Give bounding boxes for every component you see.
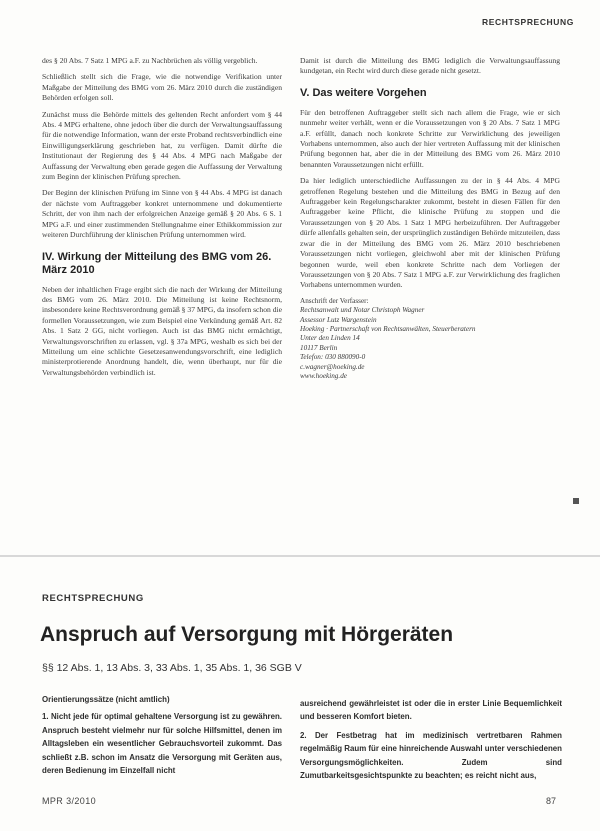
paragraph: Schließlich stellt sich die Frage, wie die notwendige Verifikation unter Maßgabe der Mitteilung des BMG vom 26. März 2010 durch die zuständigen Behörden erfolgen soll. — [42, 72, 282, 103]
address-website: www.hoeking.de — [300, 371, 347, 380]
address-line: Unter den Linden 14 — [300, 334, 360, 343]
paragraph: Neben der inhaltlichen Frage ergibt sich die nach der Wirkung der Mitteilung des BMG vom 26. März 2010. Die Mitteilung ist keine Rechtsnorm, insbesondere keine Rechtsverordnung gemäß § 37 MPG, da insofern schon die formellen Voraussetzungen, wie zum Beispiel eine Verkündung gemäß Art. 82 Abs. 1 Satz 2 GG, nicht vorliegen. Auch ist das BMG nicht ermächtigt, Verwaltungsvorschriften zu erlassen, vgl. § 37a MPG, weshalb es sich bei der Mitteilung um eine schlichte Gesetzesanwendungsvorschrift, eine lediglich ministerprotierende Anordnung handelt, die, wenn überhaupt, nur für die Verwaltungsbehörden verbindlich ist. — [42, 284, 282, 377]
paragraph: Zunächst muss die Behörde mittels des geltenden Recht anfordert vom § 44 Abs. 4 MPG erhaltene, ohne jedoch über die durch der Verwaltungsauffassung für die notwendige Information, wann der erste Proband rechtsverbindlich eine Einwilligungserklärung geschrieben hat, zu verfügen. Damit dürfte die Institutionaut der Regierung des § 44 Abs. 4 MPG nach Maßgabe der Auffassung der Verwaltung eben gerade gegen die Auffassung der Verwaltung zum Beginn der klinischen Prüfung sprechen. — [42, 109, 282, 182]
article-title: Anspruch auf Versorgung mit Hörgeräten — [40, 623, 454, 646]
running-header: RECHTSPRECHUNG — [482, 17, 574, 27]
guideline-item: 1. Nicht jede für optimal gehaltene Versorgung ist zu gewähren. Anspruch besteht vielmehr nur für solche Hilfsmittel, denen im Alltagsleben ein wesentlicher Gebrauchsvorteil zukommt. Das schließt z.B. schon im Ansatz die Versorgung mit Geräten aus, deren Bedienung im Einzelfall nicht — [42, 712, 282, 776]
address-line: Telefon: 030 880090-0 — [300, 353, 366, 362]
guidelines-right-column — [300, 697, 562, 787]
address-line: Hoeking · Partnerschaft von Rechtsanwälten, Steuerberatern — [300, 324, 476, 333]
section-heading-iv: IV. Wirkung der Mitteilung des BMG vom 26. März 2010 — [42, 250, 272, 276]
address-email: c.wagner@hoeking.de — [300, 362, 365, 371]
page-number: 87 — [545, 796, 556, 806]
guideline-item: 2. Der Festbetrag hat im medizinisch vertretbaren Rahmen regelmäßig Raum für eine hinreichende Auswahl unter verschiedenen Versorgungsmöglichkeiten. Zudem sind Zumutbarkeitsgesichtspunkte zu beachten; es reicht nicht aus, — [300, 730, 562, 781]
address-line: 10117 Berlin — [300, 343, 338, 352]
guidelines-left-column — [42, 693, 282, 777]
guidelines-heading: Orientierungssätze (nicht amtlich) — [42, 695, 170, 704]
paragraph: Für den betroffenen Auftraggeber stellt sich nach allem die Frage, wie er sich nunmehr weiter verhält, wenn er die Voraussetzungen von § 20 Abs. 7 Satz 1 MPG a.F. erfüllt, danach noch konkrete Schritte zur Verwirklichung des jeweiligen Vorhabens unternommen, also auch der hier vertreten Auffassung mit der klinischen Prüfung begonnen hat, aber die in der Mitteilung des BMG vom 26. März 2010 benannten Voraussetzungen nicht erfüllt. — [300, 107, 560, 169]
section-label: RECHTSPRECHUNG — [42, 593, 144, 604]
journal-issue: MPR 3/2010 — [42, 796, 97, 806]
address-title: Anschrift der Verfasser: — [300, 296, 369, 305]
right-article-column — [300, 56, 560, 381]
guideline-item-continuation: ausreichend gewährleistet ist oder die in erster Linie Bequemlichkeit und besseren Komfort bieten. — [300, 699, 562, 722]
paragraph: Der Beginn der klinischen Prüfung im Sinne von § 44 Abs. 4 MPG ist danach der nächste vom Auftraggeber konkret unternommene und dokumentierte Schritt, der von ihm nach der erfolgreichen Anzeige gemäß § 20 Abs. 6 S. 1 MPG a.F. und einer zustimmenden Stellungnahme einer Ethikkommission zur weiteren Durchführung der klinischen Prüfung unternommen wird. — [42, 188, 282, 240]
address-line: Assessor Lutz Wargenstein — [300, 315, 377, 324]
paragraph: Damit ist durch die Mitteilung des BMG lediglich die Verwaltungsauffassung kundgetan, ein Recht wird durch diese gerade nicht gesetzt. — [300, 56, 560, 76]
section-heading-v: V. Das weitere Vorgehen — [300, 86, 427, 99]
address-line: Rechtsanwalt und Notar Christoph Wagner — [300, 306, 425, 315]
article-subtitle: §§ 12 Abs. 1, 13 Abs. 3, 33 Abs. 1, 35 Abs. 1, 36 SGB V — [42, 662, 302, 674]
paragraph: des § 20 Abs. 7 Satz 1 MPG a.F. zu Nachbrüchen als völlig vergeblich. — [42, 56, 258, 65]
section-divider — [0, 555, 600, 557]
article-end-square-icon — [573, 498, 579, 504]
left-article-column — [42, 56, 282, 384]
author-address — [300, 297, 560, 382]
paragraph: Da hier lediglich unterschiedliche Auffassungen zu der in § 44 Abs. 4 MPG getroffenen Regelung bestehen und die Mitteilung des BMG in Bezug auf den Auftraggeber kein Regelungscharakter zukommt, besteht in diesen Fällen für den Auftraggeber keine Pflicht, die klinische Prüfung zu stoppen und die Voraussetzungen von § 20 Abs. 1 Satz 1 MPG herbeizuführen. Der Auftraggeber dürfe allenfalls gehalten sein, der ursprünglich zuständigen Behörde mitzuteilen, dass zwar die in der Mitteilung des BMG vom 26. März 2010 beschriebenen Voraussetzungen nicht vorliegen, gleichwohl aber mit der klinischen Prüfung begonnen wurde, weil eben konkrete Schritte nach dem Vorliegen der Voraussetzungen von § 20 Abs. 7 Satz 1 MPG a.F. zur Verwirklichung des fraglichen Vorhabens unternommen wurden. — [300, 176, 561, 290]
